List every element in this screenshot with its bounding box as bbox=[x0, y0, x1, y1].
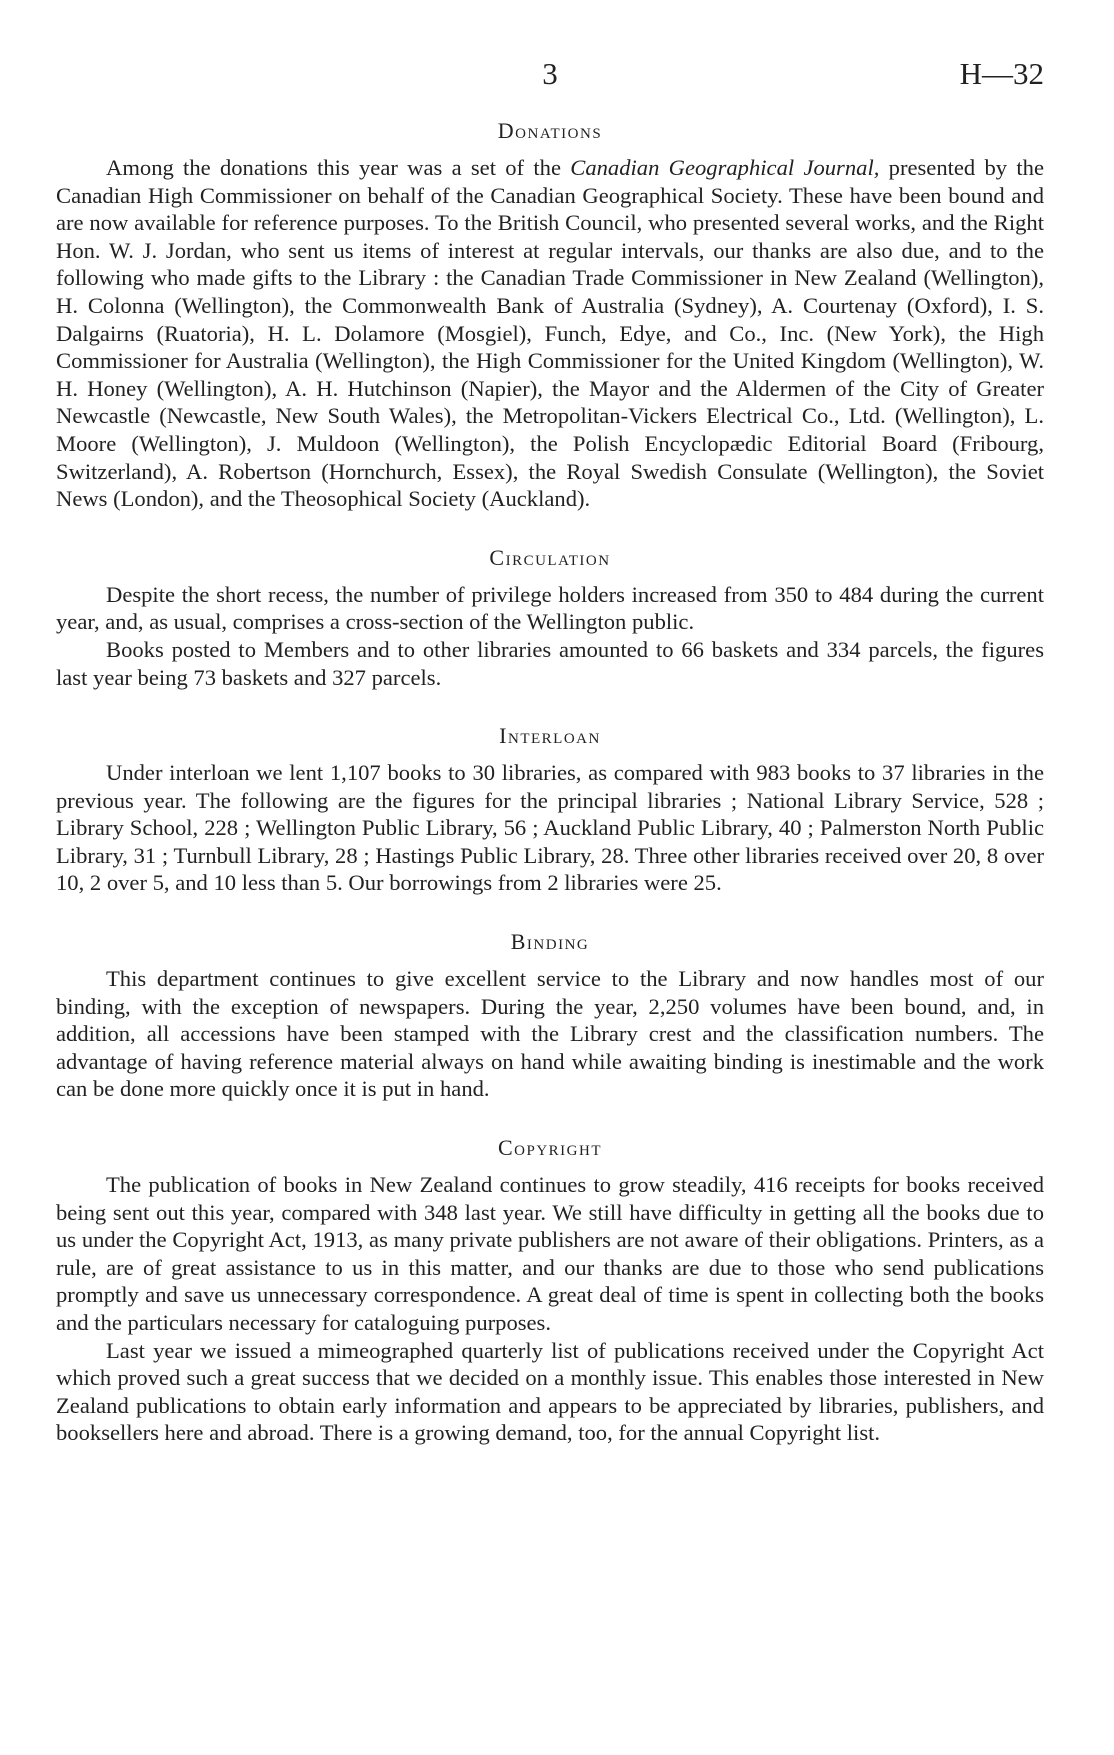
section-binding bbox=[56, 927, 1044, 1103]
circulation-paragraph-1: Despite the short recess, the number of privilege holders increased from 350 to 484 during the current year, and, as usual, comprises a cross-section of the Wellington public. bbox=[56, 581, 1044, 635]
interloan-paragraph: Under interloan we lent 1,107 books to 30 libraries, as compared with 983 books to 37 libraries in the previous year. The following are the figures for the principal libraries ; National Library Service, 528 ; Library School, 228 ; Wellington Public Library, 56 ; Auckland Public Library, 40 ; Palmerston North Public Library, 31 ; Turnbull Library, 28 ; Hastings Public Library, 28. Three other libraries received over 20, 8 over 10, 2 over 5, and 10 less than 5. Our borrowings from 2 libraries were 25. bbox=[56, 760, 1044, 896]
section-title-circulation: Circulation bbox=[489, 544, 611, 570]
section-interloan bbox=[56, 721, 1044, 897]
circulation-paragraph-2: Books posted to Members and to other libraries amounted to 66 baskets and 334 parcels, the figures last year being 73 baskets and 327 parcels. bbox=[56, 636, 1044, 690]
donations-text-rest: presented by the Canadian High Commissioner on behalf of the Canadian Geographical Society. These have been bound and are now available for reference purposes. To the British Council, who presented several works, and the Right Hon. W. J. Jordan, who sent us items of interest at regular intervals, our thanks are also due, and to the following who made gifts to the Library : the Canadian Trade Commissioner in New Zealand (Wellington), H. Colonna (Wellington), the Commonwealth Bank of Australia (Sydney), A. Courtenay (Oxford), I. S. Dalgairns (Ruatoria), H. L. Dolamore (Mosgiel), Funch, Edye, and Co., Inc. (New York), the High Commissioner for Australia (Wellington), the High Commissioner for the United Kingdom (Wellington), W. H. Honey (Wellington), A. H. Hutchinson (Napier), the Mayor and the Aldermen of the City of Greater Newcastle (Newcastle, New South Wales), the Metropolitan-Vickers Electrical Co., Ltd. (Wellington), L. Moore (Wellington), J. Muldoon (Wellington), the Polish Encyclopædic Editorial Board (Fribourg, Switzerland), A. Robertson (Hornchurch, Essex), the Royal Swedish Consulate (Wellington), the Soviet News (London), and the Theosophical Society (Auckland). bbox=[56, 155, 1044, 512]
binding-paragraph: This department continues to give excellent service to the Library and now handles most of our binding, with the exception of newspapers. During the year, 2,250 volumes have been bound, and, in addition, all accessions have been stamped with the Library crest and the classification numbers. The advantage of having reference material always on hand while awaiting binding is inestimable and the work can be done more quickly once it is put in hand. bbox=[56, 966, 1044, 1102]
section-donations bbox=[56, 116, 1044, 513]
document-code: H—32 bbox=[959, 56, 1044, 91]
section-title-copyright: Copyright bbox=[497, 1135, 602, 1161]
page-header bbox=[56, 56, 1044, 96]
section-copyright bbox=[56, 1133, 1044, 1447]
section-title-interloan: Interloan bbox=[499, 723, 601, 749]
journal-title: Canadian Geographical Journal, bbox=[570, 155, 880, 180]
copyright-paragraph-2: Last year we issued a mimeographed quarterly list of publications received under the Copyright Act which proved such a great success that we decided on a monthly issue. This enables those interested in New Zealand publications to obtain early information and appears to be appreciated by libraries, publishers, and booksellers here and abroad. There is a growing demand, too, for the annual Copyright list. bbox=[56, 1337, 1044, 1446]
section-title-binding: Binding bbox=[510, 929, 590, 955]
copyright-paragraph-1: The publication of books in New Zealand continues to grow steadily, 416 receipts for books received being sent out this year, compared with 348 last year. We still have difficulty in getting all the books due to us under the Copyright Act, 1913, as many private publishers are not aware of their obligations. Printers, as a rule, are of great assistance to us in this matter, and our thanks are due to those who send publications promptly and save us unnecessary correspondence. A great deal of time is spent in collecting both the books and the particulars necessary for cataloguing purposes. bbox=[56, 1172, 1044, 1335]
donations-paragraph bbox=[56, 154, 1044, 513]
section-title-donations: Donations bbox=[497, 118, 603, 143]
donations-text-start: Among the donations this year was a set of the bbox=[106, 155, 571, 180]
section-circulation bbox=[56, 543, 1044, 691]
page-number: 3 bbox=[542, 56, 558, 91]
page-content bbox=[56, 116, 1044, 1447]
